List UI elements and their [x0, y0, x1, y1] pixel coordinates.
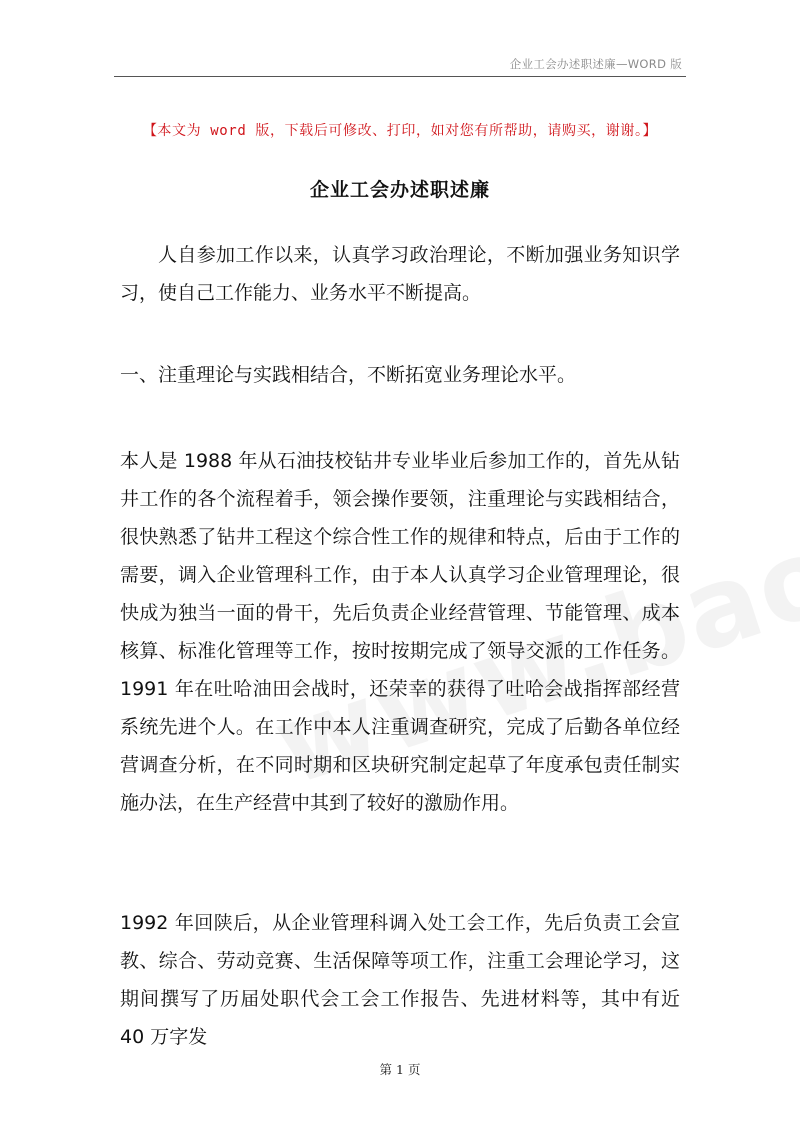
page-number: 第 1 页	[379, 1062, 421, 1077]
running-header: 企业工会办述职述廉—WORD 版	[509, 57, 682, 71]
intro-paragraph: 人自参加工作以来，认真学习政治理论，不断加强业务知识学习，使自己工作能力、业务水平不断提高。	[120, 244, 680, 304]
section-heading: 一、注重理论与实践相结合，不断拓宽业务理论水平。	[120, 364, 577, 386]
body-paragraph: 本人是 1988 年从石油技校钻井专业毕业后参加工作的，首先从钻井工作的各个流程着手，领会操作要领，注重理论与实践相结合，很快熟悉了钻井工程这个综合性工作的规律和特点，后由于工作的需要，调入企业管理科工作，由于本人认真学习企业管理理论，很快成为独当一面的骨干，先后负责企业经营管理、节能管理、成本核算、标准化管理等工作，按时按期完成了领导交派的工作任务。1991 年在吐哈油田会战时，还荣幸的获得了吐哈会战指挥部经营系统先进个人。在工作中本人注重调查研究，完成了后勤各单位经营调查分析，在不同时期和区块研究制定起草了年度承包责任制实施办法，在生产经营中其到了较好的激励作用。	[120, 450, 680, 814]
header-divider	[114, 76, 686, 77]
body-paragraph-continued: 1992 年回陕后，从企业管理科调入处工会工作，先后负责工会宣教、综合、劳动竞赛、生活保障等项工作，注重工会理论学习，这期间撰写了历届处职代会工会工作报告、先进材料等，其中有近 40 万字发	[120, 912, 680, 1048]
document-title: 企业工会办述职述廉	[309, 179, 490, 201]
purchase-notice: 【本文为 word 版，下载后可修改、打印，如对您有所帮助，请购买，谢谢。】	[142, 123, 658, 139]
